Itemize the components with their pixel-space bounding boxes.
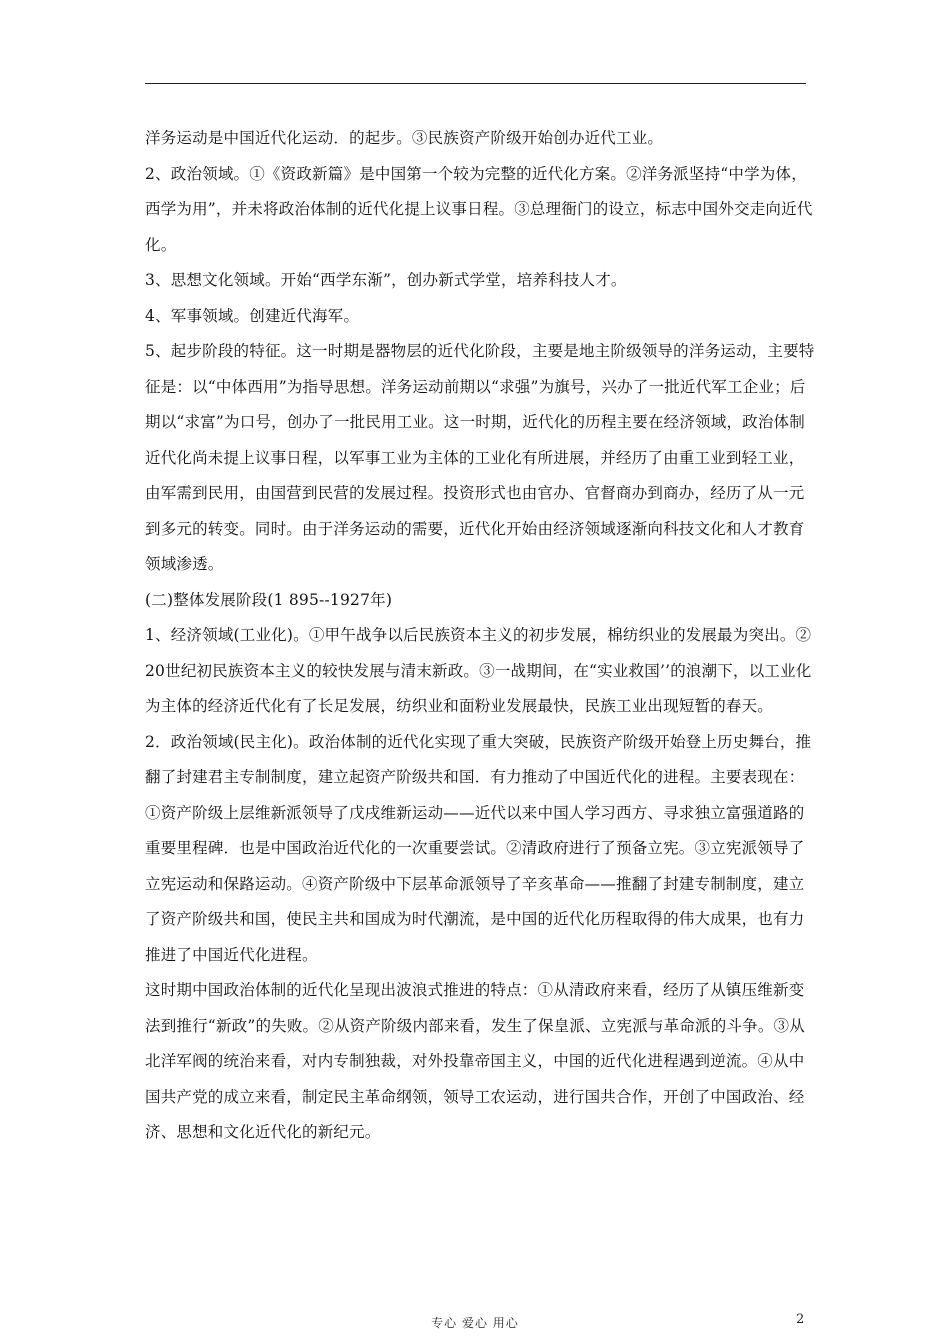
paragraph: 5、起步阶段的特征。这一时期是器物层的近代化阶段，主要是地主阶级领导的洋务运动，主要特征是：以“中体西用”为指导思想。洋务运动前期以“求强”为旗号，兴办了一批近代军工企业；后期以“求富”为口号，创办了一批民用工业。这一时期，近代化的历程主要在经济领域，政治体制近代化尚未提上议事日程，以军事工业为主体的工业化有所进展，并经历了由重工业到轻工业，由军需到民用，由国营到民营的发展过程。投资形式也由官办、官督商办到商办，经历了从一元到多元的转变。同时。由于洋务运动的需要，近代化开始由经济领域逐渐向科技文化和人才教育领域渗透。 [145,342,815,573]
paragraph: 这时期中国政治体制的近代化呈现出波浪式推进的特点：①从清政府来看，经历了从镇压维新变法到推行“新政”的失败。②从资产阶级内部来看，发生了保皇派、立宪派与革命派的斗争。③从北洋军阀的统治来看，对内专制独裁，对外投靠帝国主义，中国的近代化进程遇到逆流。④从中国共产党的成立来看，制定民主革命纲领，领导工农运动，进行国共合作，开创了中国政治、经济、思想和文化近代化的新纪元。 [145,981,805,1141]
document-body [145,121,815,1151]
header-rule [145,83,806,84]
paragraph: 4、军事领域。创建近代海军。 [145,306,360,325]
paragraph: 2、政治领域。①《资政新篇》是中国第一个较为完整的近代化方案。②洋务派坚持“中学为体，西学为用”，并未将政治体制的近代化提上议事日程。③总理衙门的设立，标志中国外交走向近代化。 [145,164,813,254]
paragraph: 1、经济领域(工业化)。①甲午战争以后民族资本主义的初步发展，棉纺织业的发展最为突出。② 20世纪初民族资本主义的较快发展与清末新政。③一战期间，在“实业救国’’的浪潮下，以工业化为主体的经济近代化有了长足发展，纺织业和面粉业发展最快，民族工业出现短暂的春天。 [145,626,812,715]
footer-motto: 专心 爱心 用心 [431,1316,519,1330]
paragraph: 洋务运动是中国近代化运动．的起步。③民族资产阶级开始创办近代工业。 [145,129,664,147]
paragraph: 3、思想文化领域。开始“西学东渐”，创办新式学堂，培养科技人才。 [145,271,627,289]
page-number: 2 [796,1312,805,1327]
paragraph: 2．政治领域(民主化)。政治体制的近代化实现了重大突破，民族资产阶级开始登上历史舞台，推翻了封建君主专制制度，建立起资产阶级共和国．有力推动了中国近代化的进程。主要表现在：①资产阶级上层维新派领导了戊戌维新运动——近代以来中国人学习西方、寻求独立富强道路的重要里程碑．也是中国政治近代化的一次重要尝试。②清政府进行了预备立宪。③立宪派领导了立宪运动和保路运动。④资产阶级中下层革命派领导了辛亥革命——推翻了封建专制制度，建立了资产阶级共和国，使民主共和国成为时代潮流，是中国的近代化历程取得的伟大成果，也有力推进了中国近代化进程。 [145,732,812,964]
section-heading: (二)整体发展阶段(1 895--1927年) [145,590,393,609]
